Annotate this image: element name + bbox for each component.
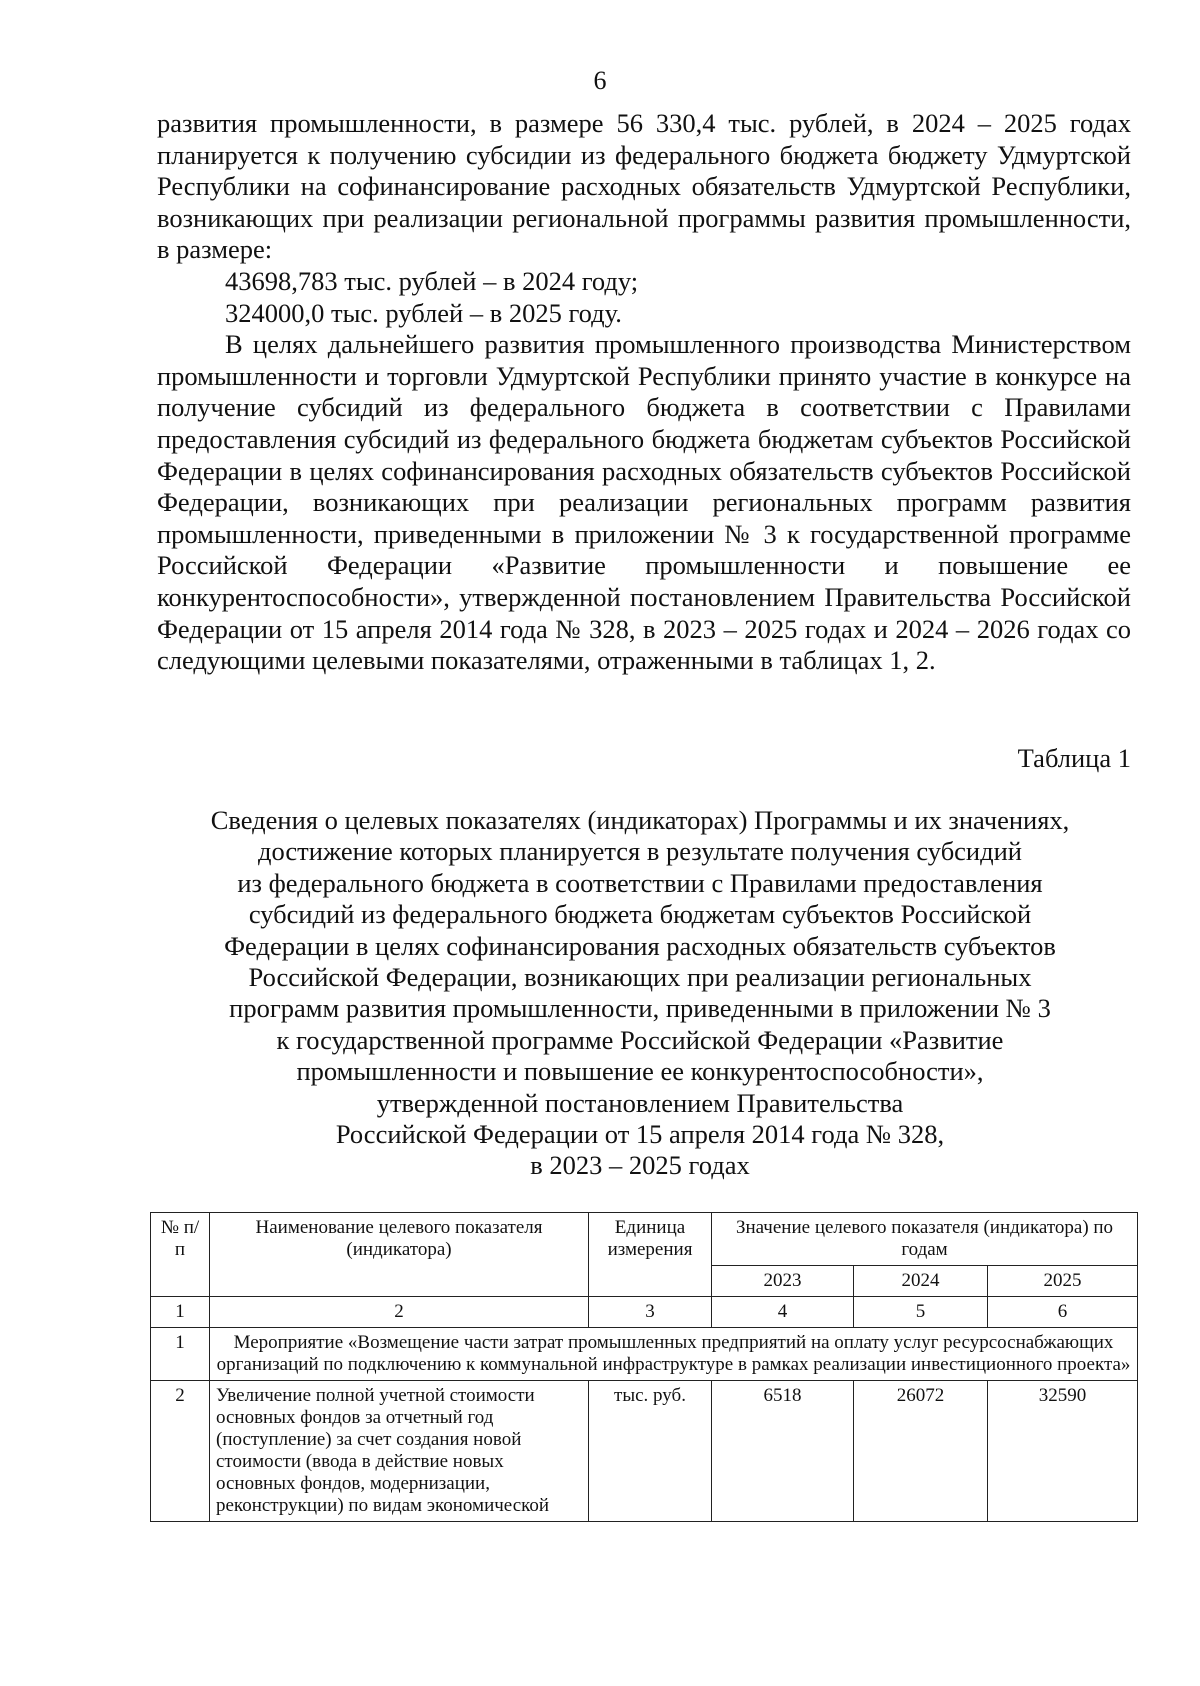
header-unit: Единица измерения: [589, 1213, 712, 1297]
table-title-line: программ развития промышленности, приведенными в приложении № 3: [229, 993, 1051, 1024]
indicator-row-name: Увеличение полной учетной стоимости основных фондов за отчетный год (поступление) за счет создания новой стоимости (ввода в действие новых основных фондов, модернизации, реконструкции) по видам экономической: [210, 1381, 589, 1522]
header-values-group: Значение целевого показателя (индикатора) по годам: [712, 1213, 1138, 1266]
column-number-cell: 3: [589, 1297, 712, 1328]
column-number-cell: 5: [854, 1297, 988, 1328]
table-caption: Таблица 1: [1017, 743, 1131, 773]
header-year-2025: 2025: [988, 1266, 1138, 1297]
header-indicator-name: Наименование целевого показателя (индикатора): [210, 1213, 589, 1297]
table-row-activity: [151, 1328, 1138, 1381]
activity-row-text: Мероприятие «Возмещение части затрат промышленных предприятий на оплату услуг ресурсоснабжающих организаций по подключению к коммунальной инфраструктуре в рамках реализации инвестиционного проекта»: [210, 1328, 1138, 1381]
table-title-line: субсидий из федерального бюджета бюджетам субъектов Российской: [248, 899, 1032, 930]
activity-row-num: 1: [151, 1328, 210, 1381]
amount-2024-line: 43698,783 тыс. рублей – в 2024 году;: [225, 265, 639, 296]
header-year-2024: 2024: [854, 1266, 988, 1297]
table-title-line: к государственной программе Российской Федерации «Развитие: [276, 1024, 1004, 1055]
table-title-line: Российской Федерации, возникающих при реализации региональных: [248, 962, 1032, 993]
column-numbers-row: [151, 1297, 1138, 1328]
indicator-value-2024: 26072: [854, 1381, 988, 1522]
column-number-cell: 4: [712, 1297, 854, 1328]
column-number-cell: 6: [988, 1297, 1138, 1328]
indicator-row-num: 2: [151, 1381, 210, 1522]
table-title-line: Федерации в целях софинансирования расходных обязательств субъектов: [224, 930, 1056, 961]
column-number-cell: 1: [151, 1297, 210, 1328]
indicator-value-2025: 32590: [988, 1381, 1138, 1522]
table-title-line: Сведения о целевых показателях (индикаторах) Программы и их значениях,: [210, 805, 1070, 835]
table-title-line: Российской Федерации от 15 апреля 2014 года № 328,: [335, 1119, 945, 1150]
table-title: [175, 805, 1105, 1182]
table-title-line: из федерального бюджета в соответствии с Правилами предоставления: [237, 867, 1043, 898]
indicators-table: [150, 1212, 1138, 1522]
paragraph-subsidy-amount: развития промышленности, в размере 56 330,4 тыс. рублей, в 2024 – 2025 годах планируется к получению субсидии из федерального бюджета бюджету Удмуртской Республики на софинансирование расходных обязательств Удмуртской Республики, возникающих при реализации региональной программы развития промышленности, в размере:: [157, 108, 1131, 265]
indicator-value-2023: 6518: [712, 1381, 854, 1522]
column-number-cell: 2: [210, 1297, 589, 1328]
indicator-row-unit: тыс. руб.: [589, 1381, 712, 1522]
table-title-line: утвержденной постановлением Правительства: [376, 1087, 904, 1118]
amount-2025-line: 324000,0 тыс. рублей – в 2025 году.: [225, 297, 622, 328]
table-title-line: в 2023 – 2025 годах: [530, 1150, 750, 1181]
table-title-line: достижение которых планируется в результате получения субсидий: [258, 836, 1022, 867]
header-num: № п/п: [151, 1213, 210, 1297]
header-year-2023: 2023: [712, 1266, 854, 1297]
paragraph-competition: В целях дальнейшего развития промышленного производства Министерством промышленности и торговли Удмуртской Республики принято участие в конкурсе на получение субсидий из федерального бюджета в соответствии с Правилами предоставления субсидий из федерального бюджета бюджетам субъектов Российской Федерации в целях софинансирования расходных обязательств субъектов Российской Федерации, возникающих при реализации региональных программ развития промышленности, приведенными в приложении № 3 к государственной программе Российской Федерации «Развитие промышленности и повышение ее конкурентоспособности», утвержденной постановлением Правительства Российской Федерации от 15 апреля 2014 года № 328, в 2023 – 2025 годах и 2024 – 2026 годах со следующими целевыми показателями, отраженными в таблицах 1, 2.: [157, 329, 1131, 676]
table-row-indicator: [151, 1381, 1138, 1522]
table-title-line: промышленности и повышение ее конкурентоспособности»,: [296, 1056, 984, 1087]
table-header-row: [151, 1213, 1138, 1266]
page-number: 6: [593, 66, 607, 95]
body-text: [157, 108, 1131, 677]
